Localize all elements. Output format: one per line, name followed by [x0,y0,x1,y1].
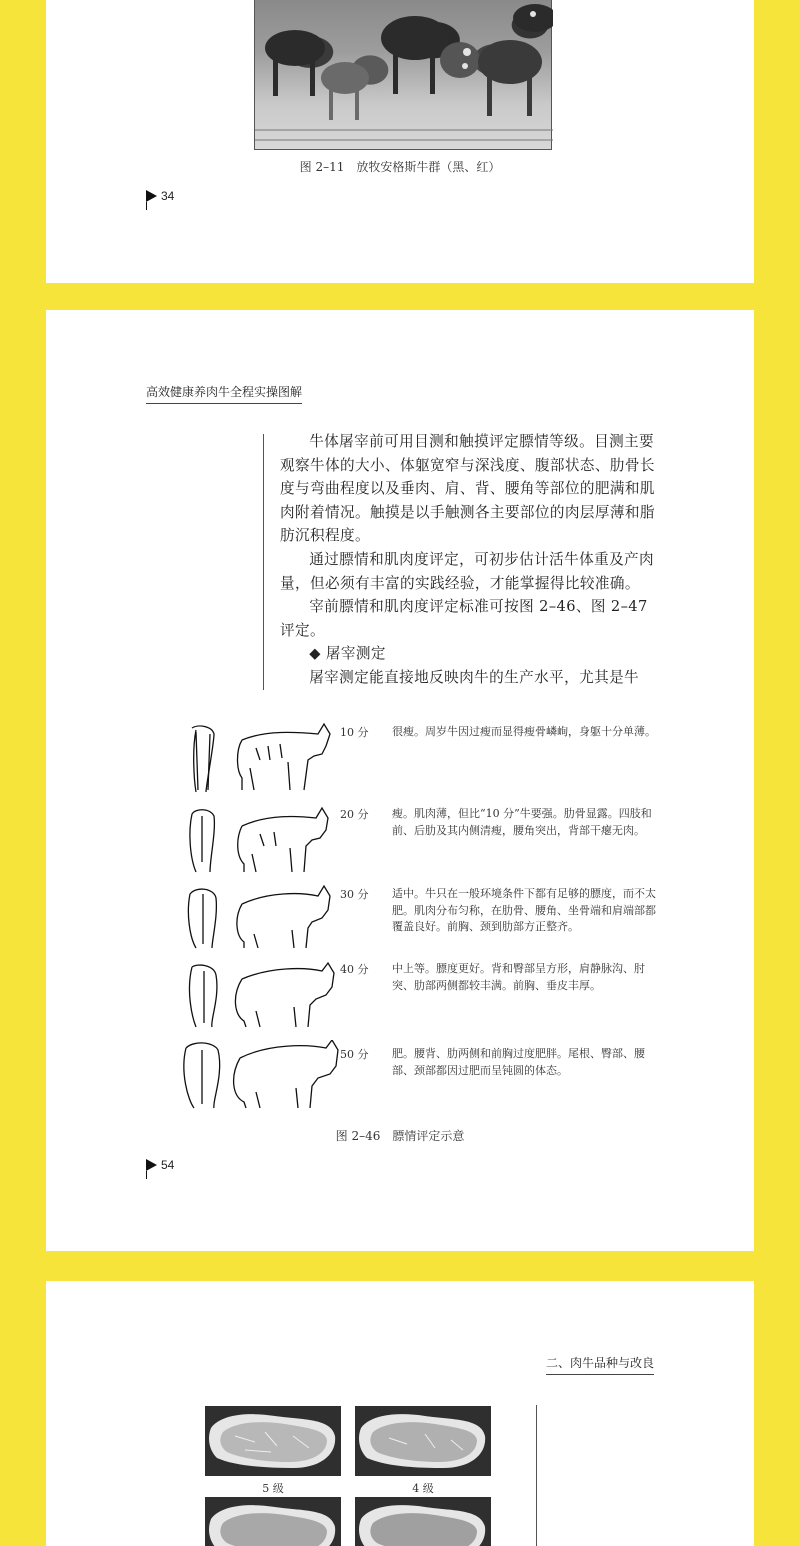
paragraph: 屠宰测定能直接地反映肉牛的生产水平，尤其是牛 [309,668,640,686]
flag-icon [146,190,157,202]
page-number-text: 54 [161,1158,175,1172]
body-text [280,430,658,690]
book-page-next [46,1281,754,1546]
book-page-34 [46,0,754,283]
page-number [146,1158,174,1172]
score-description: 很瘦。周岁牛因过瘦而显得瘦骨嶙峋，身躯十分单薄。 [392,725,656,738]
lean-cattle-illustration [46,802,346,882]
thin-cattle-illustration [46,720,346,800]
score-label: 10 分 [340,726,369,739]
body-condition-row [46,720,754,800]
running-header: 二、肉牛品种与改良 [546,1354,654,1375]
good-condition-cattle-illustration [46,961,346,1041]
margin-rule [263,434,264,690]
section-heading: ◆ 屠宰测定 [309,645,386,663]
marbling-image [355,1497,491,1546]
page-number [146,189,174,203]
page-number-text: 34 [161,189,175,203]
marbling-image-grade-4 [355,1406,491,1476]
running-header: 高效健康养肉牛全程实操图解 [146,383,302,404]
paragraph: 牛体屠宰前可用目测和触摸评定膘情等级。目测主要观察牛体的大小、体躯宽窄与深浅度、腹部状态、肋骨长度与弯曲程度以及垂肉、肩、背、腰角等部位的肥满和肌肉附着情况。触摸是以手触测各主要部位的肉层厚薄和脂肪沉积程度。 [280,433,655,545]
fat-cattle-illustration [46,1040,346,1120]
figure-caption: 图 2–11 放牧安格斯牛群（黑、红） [299,160,501,174]
flag-icon [146,1159,157,1171]
score-label: 20 分 [340,808,369,821]
moderate-cattle-illustration [46,882,346,962]
margin-rule [536,1405,537,1546]
body-condition-row [46,1040,754,1120]
score-label: 40 分 [340,963,369,976]
figure-caption: 图 2–46 膘情评定示意 [335,1129,465,1143]
paragraph: 通过膘情和肌肉度评定，可初步估计活牛体重及产肉量，但必须有丰富的实践经验，才能掌握得比较准确。 [280,550,655,592]
score-description: 肥。腰背、肋两侧和前胸过度肥胖。尾根、臀部、腰部、颈部都因过肥而呈钝圆的体态。 [392,1047,645,1077]
book-page-54 [46,310,754,1251]
score-label: 50 分 [340,1048,369,1061]
grade-label: 5 级 [262,1482,284,1495]
score-description: 适中。牛只在一般环境条件下都有足够的膘度，而不太肥。肌肉分布匀称，在肋骨、腰角、坐骨端和肩端部都覆盖良好。前胸、颈到肋部方正整齐。 [392,887,656,933]
score-label: 30 分 [340,888,369,901]
body-condition-row [46,802,754,882]
angus-herd-photo [254,0,552,150]
marbling-image-grade-5 [205,1406,341,1476]
score-description: 中上等。膘度更好。背和臀部呈方形，肩静脉沟、肘突、肋部两侧都较丰满。前胸、垂皮丰厚。 [392,962,645,992]
grade-label: 4 级 [412,1482,434,1495]
marbling-image [205,1497,341,1546]
score-description: 瘦。肌肉薄，但比“10 分”牛要强。肋骨显露。四肢和前、后肋及其内侧清瘦，腰角突出，背部干瘪无肉。 [392,807,652,837]
body-condition-row [46,961,754,1041]
paragraph: 宰前膘情和肌肉度评定标准可按图 2–46、图 2–47评定。 [280,598,648,639]
body-condition-row [46,882,754,962]
